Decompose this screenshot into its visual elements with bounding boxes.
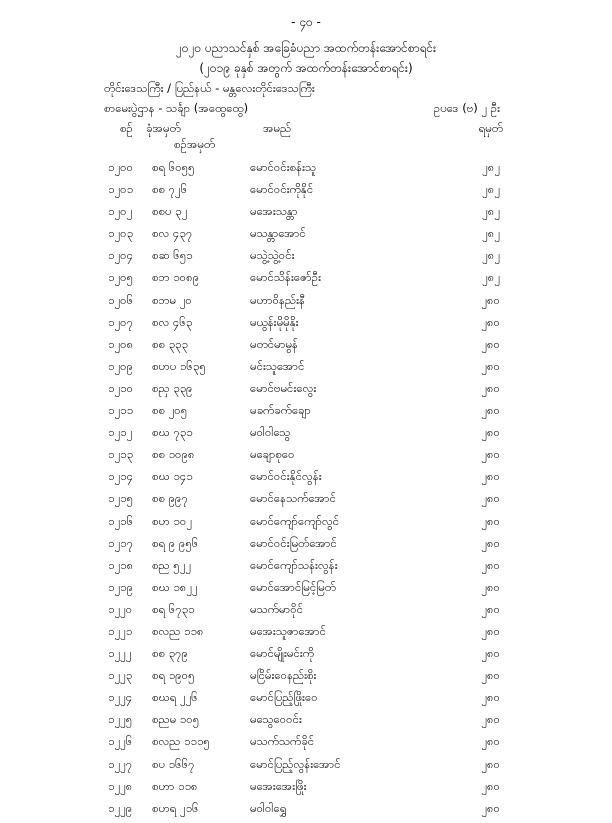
row-name: မောင်သိန်းဇော်ဦး <box>250 270 322 285</box>
header-roll-sub: စဉ်အမှတ် <box>174 137 216 151</box>
row-marks: ၂၈၂ <box>482 270 500 285</box>
row-number: ၁၂၂၇ <box>108 756 133 771</box>
remark-label: ဥပဒေ (ဗ) ၂ ဦး <box>433 101 500 115</box>
row-name: မဟာဝိနည်းနီ <box>250 292 305 307</box>
row-number: ၁၂၂၀ <box>108 601 133 616</box>
row-roll: စစ ၃၃၃ <box>152 336 188 351</box>
row-name: မောင်ဝင်းမြတ်အောင် <box>250 535 337 550</box>
row-roll: စပ ၁၆၆၇ <box>152 756 195 771</box>
table-row <box>0 779 612 801</box>
row-marks: ၂၈၀ <box>481 756 500 771</box>
table-row <box>0 359 612 381</box>
row-marks: ၂၈၀ <box>481 513 500 528</box>
table-row <box>0 160 612 182</box>
row-name: မအေးသန္တာ <box>250 204 298 219</box>
row-number: ၁၂၁၀ <box>108 380 134 395</box>
row-marks: ၂၈၀ <box>481 646 500 661</box>
row-marks: ၂၈၂ <box>482 204 500 219</box>
row-marks: ၂၈၀ <box>481 292 500 307</box>
row-number: ၁၂၂၆ <box>108 734 133 749</box>
table-row <box>0 536 612 558</box>
table-row <box>0 226 612 248</box>
row-marks: ၂၈၀ <box>481 800 500 815</box>
row-number: ၁၂၁၆ <box>108 513 134 528</box>
row-number: ၁၂၁၁ <box>108 403 134 418</box>
row-name: မင်းသူအောင် <box>250 358 305 373</box>
row-number: ၁၂၂၁ <box>108 623 133 638</box>
row-marks: ၂၈၀ <box>481 601 500 616</box>
table-row <box>0 712 612 734</box>
row-number: ၁၂၂၄ <box>108 690 133 705</box>
row-roll: စဘမ ၂၀ <box>152 292 192 307</box>
row-name: မောင်ဝင်းစန်းသူ <box>250 160 317 174</box>
row-number: ၁၂၁၇ <box>108 535 134 550</box>
row-number: ၁၂၀၉ <box>108 358 134 373</box>
table-row <box>0 182 612 204</box>
table-row <box>0 558 612 580</box>
row-roll: စလ ၄၆၃ <box>152 314 193 329</box>
row-roll: စဃ ၇၃၁ <box>152 425 193 440</box>
row-roll: စလည ၁၁၁၅ <box>152 734 210 749</box>
row-name: မချောစုဝေ <box>250 447 295 462</box>
row-name: မောင်ဝင်းကိုနိုင် <box>250 182 314 197</box>
row-number: ၁၂၁၄ <box>108 469 134 484</box>
row-name: မောင်ဗမင်းလွေး <box>250 380 317 395</box>
table-row <box>0 602 612 624</box>
row-name: မအေးအေးဖြိုး <box>250 778 307 793</box>
row-number: ၁၂၀၇ <box>108 314 134 329</box>
row-marks: ၂၈၀ <box>481 425 500 440</box>
row-roll: စစ ၃၇၉ <box>152 646 188 661</box>
row-number: ၁၂၀၆ <box>108 292 134 307</box>
row-number: ၁၂၂၈ <box>108 778 133 793</box>
table-row <box>0 248 612 270</box>
row-name: မသက်မာဝိုင် <box>250 601 304 616</box>
row-name: မောင်မျိုးမင်းကို <box>250 646 315 661</box>
row-roll: စရ ၉ ၉၅၆ <box>152 535 199 550</box>
row-roll: စလ ၄၃၇ <box>152 226 193 241</box>
row-marks: ၂၈၂ <box>482 226 500 241</box>
row-roll: စလည ၁၁၈ <box>152 623 204 638</box>
row-name: မဝါဝါရွှေ <box>250 800 287 815</box>
row-roll: စဃရ ၂၂၆ <box>152 690 198 705</box>
row-marks: ၂၈၂ <box>482 248 500 263</box>
row-roll: စရ ၁၉၀၅ <box>152 668 195 683</box>
row-number: ၁၂၂၅ <box>108 712 133 727</box>
document-subtitle: (၂၀၁၉ ခုနှစ် အတွက် အထက်တန်းအောင်စာရင်း) <box>199 61 413 75</box>
table-row <box>0 469 612 491</box>
row-name: မငြိမ်းဝေနည်းစိုး <box>250 668 317 683</box>
row-marks: ၂၈၀ <box>481 579 500 594</box>
row-name: မောင်ပြည့်ဖြိုးဝေ <box>250 690 318 705</box>
table-row <box>0 270 612 292</box>
row-marks: ၂၈၂ <box>482 182 500 197</box>
row-roll: စညမ ၁၀၅ <box>152 712 200 727</box>
table-row <box>0 337 612 359</box>
table-row <box>0 690 612 712</box>
table-row <box>0 757 612 779</box>
row-roll: စဘ ၁၀၈၉ <box>152 270 200 285</box>
row-name: မသက်သက်ခိုင် <box>250 734 315 749</box>
row-roll: စဃ ၁၈၂၂ <box>152 579 198 594</box>
row-name: မောင်ဝင်းနိုင်လွန်း <box>250 469 322 484</box>
row-number: ၁၂၂၃ <box>108 668 133 683</box>
row-roll: စစ ၁၀၉၈ <box>152 447 195 462</box>
table-row <box>0 801 612 823</box>
row-roll: စဟ ၁၀၂ <box>152 513 192 528</box>
row-name: မသွဲ့သွဲ့ဝင်း <box>250 248 295 263</box>
table-row <box>0 624 612 646</box>
row-name: မောင်ကျော်ကျော်လွင် <box>250 513 340 528</box>
row-roll: စဟာ ၁၁၈ <box>152 778 198 793</box>
row-marks: ၂၈၀ <box>481 734 500 749</box>
row-number: ၁၂၀၀ <box>108 160 134 174</box>
header-roll: ခုံအမှတ် <box>146 121 181 135</box>
table-row <box>0 580 612 602</box>
table-row <box>0 646 612 668</box>
table-row <box>0 447 612 469</box>
row-roll: စစ ၇၂၆ <box>152 182 188 197</box>
row-number: ၁၂၂၉ <box>108 800 133 815</box>
row-marks: ၂၈၀ <box>481 535 500 550</box>
table-row <box>0 734 612 756</box>
row-marks: ၂၈၀ <box>481 491 500 506</box>
results-list <box>0 160 612 823</box>
document-title: ၂၀၂၀ ပညာသင်နှစ် အခြေခံပညာ အထက်တန်းအောင်စာရင်း <box>175 41 437 55</box>
row-number: ၁၂၀၈ <box>108 336 134 351</box>
row-marks: ၂၈၀ <box>481 712 500 727</box>
row-roll: စစ ၉၉၇ <box>152 491 188 506</box>
table-row <box>0 425 612 447</box>
row-name: မဝါဝါသွေ <box>250 425 291 440</box>
table-row <box>0 514 612 536</box>
row-roll: စဟပ ၁၆၃၅ <box>152 358 206 373</box>
row-number: ၁၂၀၂ <box>108 204 133 219</box>
header-name: အမည် <box>263 121 292 135</box>
row-number: ၁၂၁၉ <box>108 579 134 594</box>
page-number: - ၄၀ - <box>291 15 321 29</box>
row-roll: စညှ ၃၃၉ <box>152 380 193 395</box>
row-roll: စရ ၆၀၅၅ <box>152 160 195 174</box>
row-name: မခက်ခက်ချော <box>250 403 311 418</box>
row-number: ၁၂၀၅ <box>108 270 134 285</box>
row-roll: စည ၅၂၂ <box>152 557 192 572</box>
table-row <box>0 403 612 425</box>
row-roll: စရ ၆၇၃၁ <box>152 601 195 616</box>
row-name: မအေးသူဇာအောင် <box>250 623 326 638</box>
header-marks: ရမှတ် <box>478 121 503 135</box>
row-number: ၁၂၁၂ <box>108 425 133 440</box>
row-number: ၁၂၀၃ <box>108 226 134 241</box>
row-marks: ၂၈၀ <box>481 778 500 793</box>
row-name: မောင်ပြည့်လွန်းအောင် <box>250 756 341 771</box>
table-row <box>0 315 612 337</box>
row-number: ၁၂၂၂ <box>108 646 132 661</box>
header-no: စဉ် <box>120 121 133 135</box>
exam-center-label: စာမေးပွဲဌာန - သင်္ချာ (အထွေထွေ) <box>104 101 249 115</box>
row-name: မတင်မာမွန် <box>250 336 298 351</box>
row-name: မောင်ကျော်သန်းလွန်း <box>250 557 338 572</box>
row-number: ၁၂၁၅ <box>108 491 134 506</box>
row-number: ၁၂၀၄ <box>108 248 134 263</box>
row-marks: ၂၈၀ <box>481 358 500 373</box>
row-roll: စစ ၂၀၅ <box>152 403 188 418</box>
row-marks: ၂၈၀ <box>481 668 500 683</box>
row-number: ၁၂၁၃ <box>108 447 134 462</box>
row-number: ၁၂၁၈ <box>108 557 134 572</box>
row-name: မသန္တာအောင် <box>250 226 306 241</box>
row-roll: စစပ ၃၂ <box>152 204 188 219</box>
table-row <box>0 381 612 403</box>
row-marks: ၂၈၀ <box>481 690 500 705</box>
row-name: မောင်အောင်မြင့်မြတ် <box>250 579 336 594</box>
row-marks: ၂၈၀ <box>481 557 500 572</box>
table-row <box>0 668 612 690</box>
row-roll: စဃ ၁၄၁ <box>152 469 193 484</box>
row-roll: စဟရ ၂၁၆ <box>152 800 199 815</box>
row-name: မယွန်းမိုမိုနိုး <box>250 314 299 329</box>
row-marks: ၂၈၀ <box>481 336 500 351</box>
row-roll: စဆ ၆၅၁ <box>152 248 193 263</box>
table-row <box>0 491 612 513</box>
row-marks: ၂၈၀ <box>481 314 500 329</box>
row-marks: ၂၈၀ <box>481 623 500 638</box>
row-marks: ၂၈၂ <box>482 160 500 174</box>
table-row <box>0 204 612 226</box>
row-number: ၁၂၀၁ <box>108 182 134 197</box>
row-name: မောင်နေသက်အောင် <box>250 491 336 506</box>
row-marks: ၂၈၀ <box>481 469 500 484</box>
row-marks: ၂၈၀ <box>481 403 500 418</box>
row-marks: ၂၈၀ <box>481 447 500 462</box>
region-label: တိုင်းဒေသကြီး / ပြည်နယ် - မန္တလေးတိုင်းဒေသကြီး <box>104 81 315 95</box>
table-row <box>0 293 612 315</box>
row-name: မသွေဝေဝင်း <box>250 712 302 727</box>
row-marks: ၂၈၀ <box>481 380 500 395</box>
